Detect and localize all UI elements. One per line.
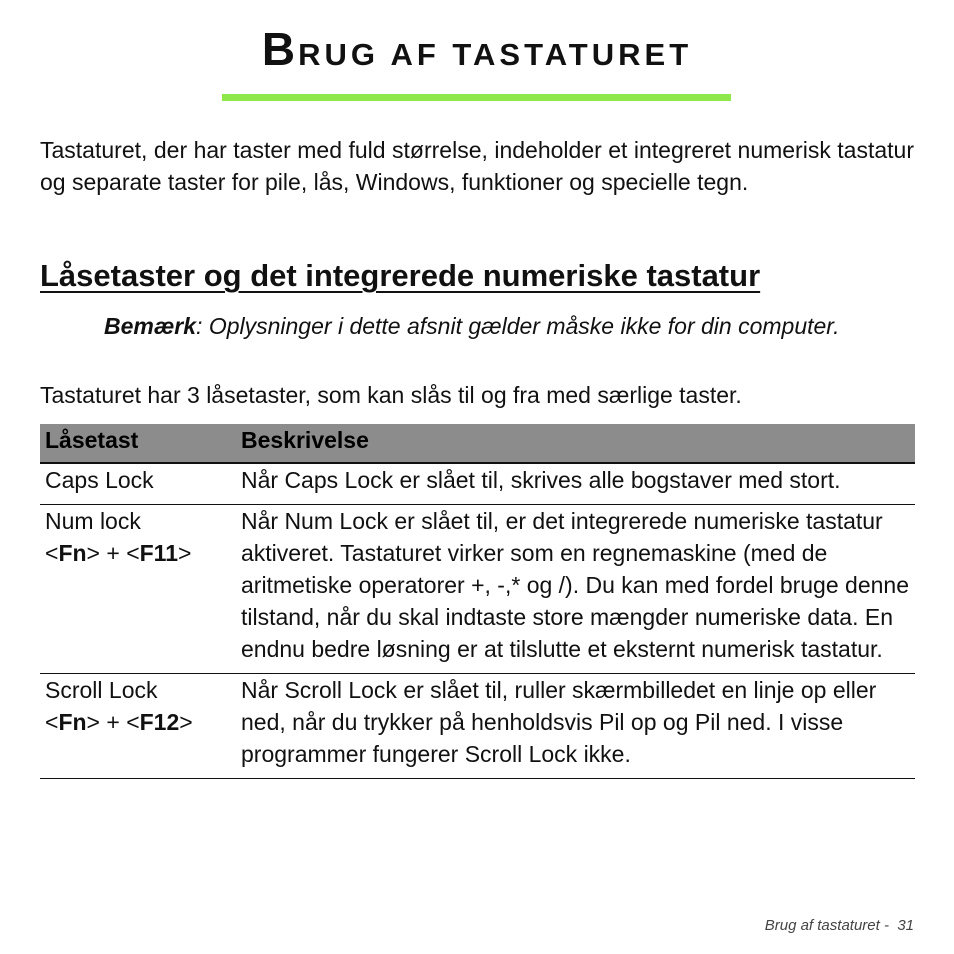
key-name: Num lock — [45, 508, 141, 534]
note — [104, 310, 914, 342]
section-heading: Låsetaster og det integrerede numeriske tastatur — [40, 258, 761, 293]
combo-key-fn: Fn — [58, 709, 87, 735]
table-header-row — [40, 424, 915, 463]
key-combo — [45, 706, 231, 738]
combo-key-fn: Fn — [58, 540, 87, 566]
page-title-initial: B — [261, 23, 299, 75]
description-cell: Når Scroll Lock er slået til, ruller skærmbilledet en linje op eller ned, når du trykker på henholdsvis Pil op og Pil ned. I visse programmer fungerer Scroll Lock ikke. — [236, 674, 915, 779]
table-row — [40, 674, 915, 779]
page-number: 31 — [897, 917, 914, 934]
key-name: Caps Lock — [45, 467, 154, 493]
combo-bracket: > — [178, 540, 192, 566]
key-cell — [40, 505, 236, 674]
combo-bracket: < — [45, 709, 59, 735]
note-text: : Oplysninger i dette afsnit gælder måske ikke for din computer. — [196, 313, 840, 339]
key-cell — [40, 463, 236, 505]
note-label: Bemærk — [104, 313, 197, 339]
combo-plus: > + < — [86, 540, 140, 566]
lead-paragraph: Tastaturet har 3 låsetaster, som kan slås til og fra med særlige taster. — [40, 382, 742, 408]
page-title — [0, 22, 954, 76]
intro-paragraph: Tastaturet, der har taster med fuld størrelse, indeholder et integreret numerisk tastatur og separate taster for pile, lås, Windows, funktioner og specielle tegn. — [40, 137, 914, 195]
description-cell: Når Num Lock er slået til, er det integrerede numeriske tastatur aktiveret. Tastaturet virker som en regnemaskine (med de aritmetiske operatorer +, -,* og /). Du kan med fordel bruge denne tilstand, når du skal indtaste store mængder numeriske data. En endnu bedre løsning er at tilslutte et eksternt numerisk tastatur. — [236, 505, 915, 674]
footer-text: Brug af tastaturet - — [764, 917, 889, 934]
combo-bracket: > — [179, 709, 193, 735]
title-accent-bar — [222, 94, 731, 101]
key-name: Scroll Lock — [45, 677, 158, 703]
page-footer — [765, 917, 914, 934]
table-row — [40, 463, 915, 505]
table-row — [40, 505, 915, 674]
table-header-cell: Låsetast — [40, 424, 236, 463]
combo-plus: > + < — [86, 709, 140, 735]
page-title-rest: RUG AF TASTATURET — [298, 37, 693, 72]
combo-key-f12: F12 — [139, 709, 180, 735]
description-cell: Når Caps Lock er slået til, skrives alle bogstaver med stort. — [236, 463, 915, 505]
key-cell — [40, 674, 236, 779]
table-header-cell: Beskrivelse — [236, 424, 915, 463]
lock-keys-table — [40, 424, 915, 779]
combo-bracket: < — [45, 540, 59, 566]
key-combo — [45, 537, 231, 569]
combo-key-f11: F11 — [139, 540, 178, 566]
